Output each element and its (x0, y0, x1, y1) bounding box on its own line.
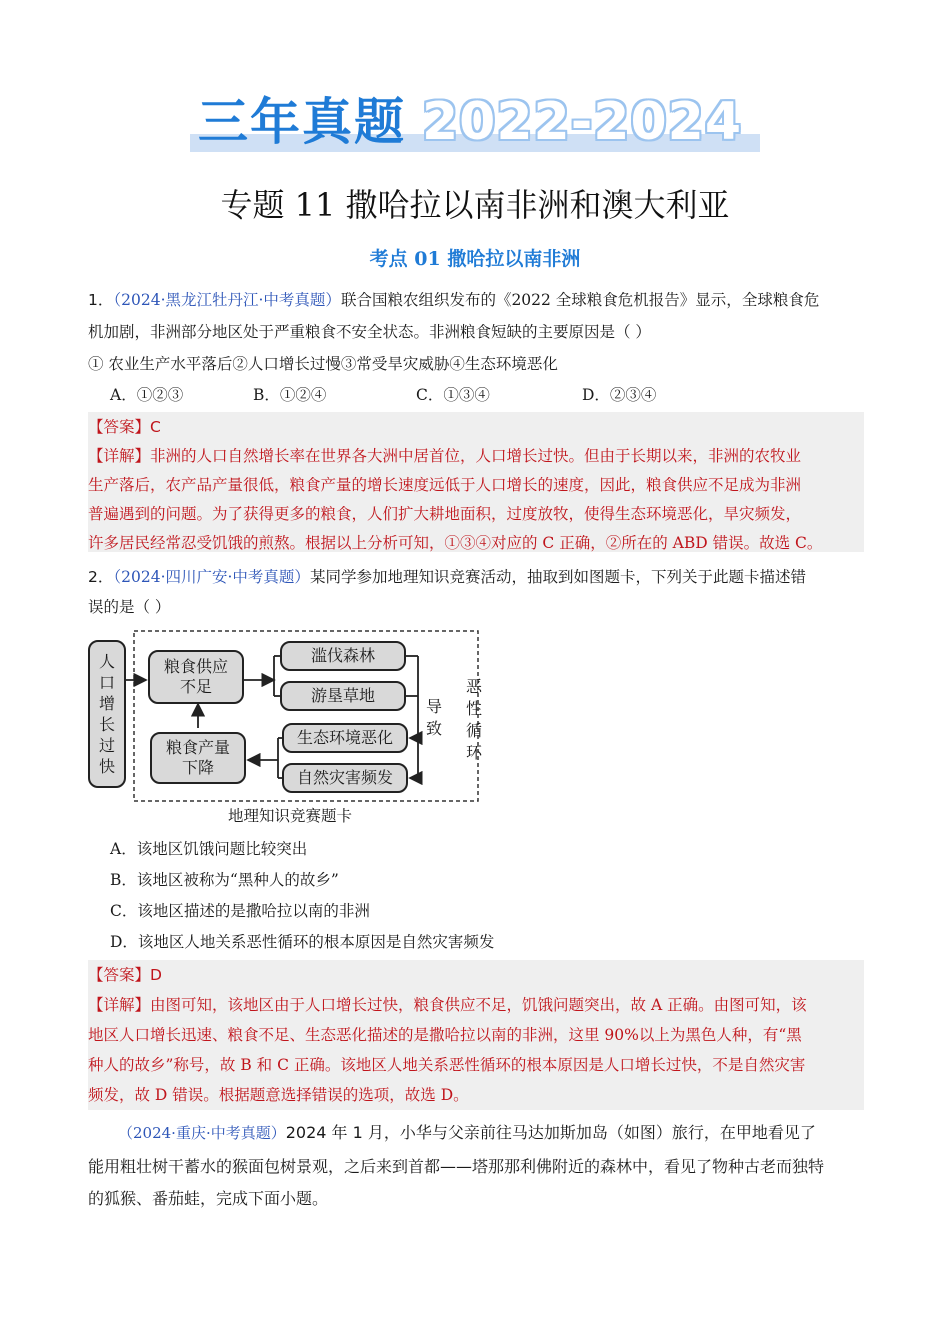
q1-detail-line4: 许多居民经常忍受饥饿的煎熬。根据以上分析可知，①③④对应的 C 正确，②所在的 ABD 错误。故选 C。 (88, 534, 823, 552)
box-food-shortage (148, 650, 244, 704)
q2-stem-text1: 某同学参加地理知识竞赛活动，抽取到如图题卡，下列关于此题卡描述错 (309, 568, 806, 586)
q1-answer-label: 【答案】 (88, 418, 151, 436)
q1-option-a: A．①②③ (110, 386, 184, 404)
q2-answer-label: 【答案】 (88, 966, 151, 984)
quiz-card-diagram (88, 628, 488, 804)
box-food-decline (150, 732, 246, 784)
q1-detail-text1: 非洲的人口自然增长率在世界各大洲中居首位，人口增长过快。但由于长期以来，非洲的农牧业 (150, 447, 802, 465)
label-vicious-cycle (464, 676, 484, 764)
box-population-char: 快 (98, 757, 115, 776)
q1-stem-line1 (88, 285, 868, 315)
q1-answer-value: C (150, 418, 161, 436)
box-food-decline-line1: 粮食产量 (165, 738, 230, 757)
page-title: 专题 11 撒哈拉以南非洲和澳大利亚 (220, 186, 730, 224)
box-population-char: 口 (98, 673, 115, 692)
q1-option-b: B．①②④ (253, 386, 327, 404)
q3-intro-line2: 能用粗壮树干蓄水的猴面包树景观，之后来到首都——塔那那利佛附近的森林中，看见了物种古老而独特 (88, 1157, 825, 1176)
q2-option-b: B．该地区被称为“黑种人的故乡” (110, 871, 339, 889)
box-deforestation: 滥伐森林 (280, 641, 406, 671)
q1-detail-line3: 普遍遇到的问题。为了获得更多的粮食，人们扩大耕地面积，过度放牧，使得生态环境恶化，旱灾频发， (88, 505, 802, 523)
box-population-char: 增 (98, 694, 115, 713)
banner-year-range: 2022-2024 (422, 92, 743, 152)
label-lead-to (424, 696, 444, 740)
label-cycle-char: 环 (465, 743, 482, 762)
q2-answer-box (88, 960, 864, 1110)
box-food-decline-line2: 下降 (181, 758, 214, 777)
q2-stem-line2: 误的是（ ） (88, 598, 171, 616)
q1-option-d: D．②③④ (582, 386, 657, 404)
box-population-char: 人 (98, 652, 115, 671)
q2-detail-line1 (88, 990, 868, 1020)
q1-items: ① 农业生产水平落后②人口增长过慢③常受旱灾威胁④生态环境恶化 (88, 355, 558, 373)
q2-stem-line1 (88, 562, 868, 592)
box-food-shortage-line1: 粮食供应 (163, 657, 228, 676)
q1-detail-line2: 生产落后，农产品产量很低，粮食产量的增长速度远低于人口增长的速度，因此，粮食供应不足成为非洲 (88, 476, 802, 494)
q2-detail-line4: 频发，故 D 错误。根据题意选择错误的选项，故选 D。 (88, 1086, 469, 1104)
box-eco-degradation: 生态环境恶化 (282, 723, 408, 753)
box-population-char: 长 (98, 715, 115, 734)
q3-intro-line1 (118, 1118, 898, 1148)
section-title: 考点 01 撒哈拉以南非洲 (369, 248, 581, 270)
q1-source: （2024·黑龙江牡丹江·中考真题） (113, 291, 341, 309)
label-lead-char: 导 (425, 697, 442, 716)
q1-number: 1． (88, 291, 114, 309)
q1-detail-line1 (88, 441, 868, 471)
box-natural-disasters: 自然灾害频发 (282, 763, 408, 793)
q2-source: （2024·四川广安·中考真题） (113, 568, 310, 586)
q2-option-c: C．该地区描述的是撒哈拉以南的非洲 (110, 902, 370, 920)
box-food-shortage-line2: 不足 (179, 677, 212, 696)
q3-intro-line3: 的狐猴、番茄蛙，完成下面小题。 (88, 1189, 329, 1208)
q2-detail-label: 【详解】 (88, 996, 151, 1014)
q2-number: 2． (88, 568, 114, 586)
header-banner (190, 92, 760, 154)
q2-answer-value: D (150, 966, 162, 984)
q1-answer (88, 412, 868, 442)
q3-text1: 2024 年 1 月，小华与父亲前往马达加斯加岛（如图）旅行，在甲地看见了 (285, 1123, 816, 1142)
q2-answer (88, 960, 868, 990)
q2-detail-line3: 种人的故乡”称号，故 B 和 C 正确。该地区人地关系恶性循环的根本原因是人口增长过快，不是自然灾害 (88, 1056, 806, 1074)
q3-source: （2024·重庆·中考真题） (118, 1124, 286, 1142)
label-cycle-char: 循 (465, 721, 482, 740)
q2-option-d: D．该地区人地关系恶性循环的根本原因是自然灾害频发 (110, 933, 495, 951)
q2-detail-text1: 由图可知，该地区由于人口增长过快，粮食供应不足，饥饿问题突出，故 A 正确。由图可知，该 (150, 996, 807, 1014)
box-population-growth (88, 640, 126, 788)
q1-stem-line2: 机加剧，非洲部分地区处于严重粮食不安全状态。非洲粮食短缺的主要原因是（ ） (88, 323, 651, 341)
label-cycle-char: 性 (465, 699, 482, 718)
q2-detail-line2: 地区人口增长迅速、粮食不足、生态恶化描述的是撒哈拉以南的非洲，这里 90%以上为黑色人种，有“黑 (88, 1026, 802, 1044)
label-cycle-char: 恶 (465, 677, 482, 696)
label-lead-char: 致 (425, 719, 442, 738)
q1-detail-label: 【详解】 (88, 447, 151, 465)
q1-answer-box (88, 412, 864, 552)
q2-option-a: A．该地区饥饿问题比较突出 (110, 840, 308, 858)
banner-left-text: 三年真题 (198, 93, 406, 151)
q1-stem-text1: 联合国粮农组织发布的《2022 全球粮食危机报告》显示，全球粮食危 (340, 291, 820, 309)
q1-option-c: C．①③④ (416, 386, 490, 404)
diagram-caption: 地理知识竞赛题卡 (228, 807, 353, 825)
box-population-char: 过 (98, 736, 115, 755)
box-grassland-reclaim: 游垦草地 (280, 681, 406, 711)
